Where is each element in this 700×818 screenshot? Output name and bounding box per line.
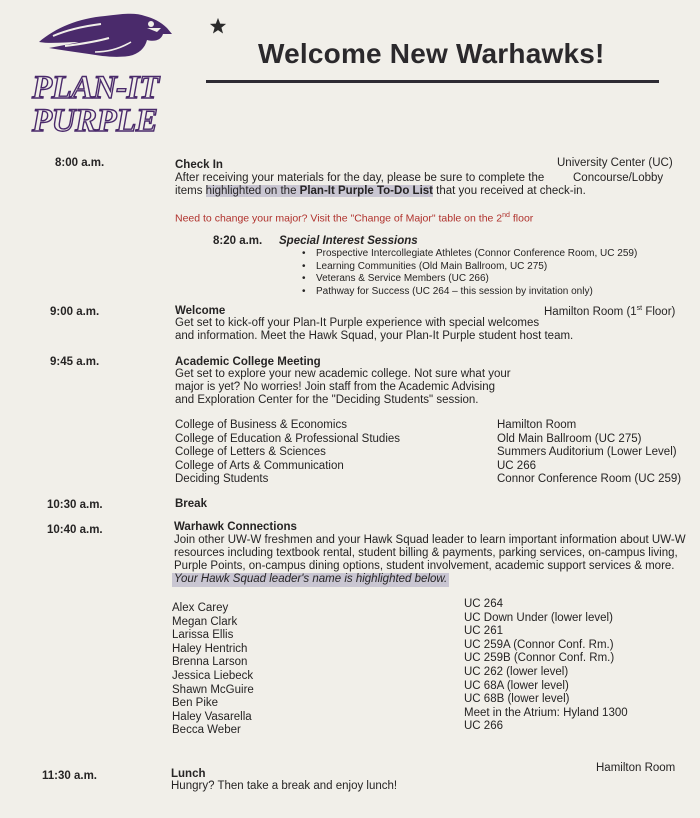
- change-major-sup: nd: [502, 212, 510, 219]
- leader-room: UC 262 (lower level): [464, 665, 569, 678]
- leader-name: Larissa Ellis: [172, 629, 234, 642]
- list-item: • Learning Communities (Old Main Ballroom, UC 275): [302, 261, 637, 274]
- checkin-location-1: University Center (UC): [557, 157, 673, 169]
- connections-text-3: Purple Points, on-campus dining options, student involvement, academic support services & more.: [174, 560, 675, 572]
- college-room: Old Main Ballroom (UC 275): [497, 432, 642, 445]
- welcome-title: Welcome: [175, 305, 226, 317]
- connections-title: Warhawk Connections: [174, 521, 297, 533]
- logo-line-1: PLAN-IT: [32, 70, 159, 106]
- lunch-title: Lunch: [171, 768, 206, 780]
- academic-text-2: major is yet? No worries! Join staff from the Academic Advising: [175, 381, 496, 393]
- change-major-post: floor: [509, 212, 534, 225]
- title-rule: [206, 80, 659, 83]
- checkin-text-2-pre: items: [175, 185, 206, 197]
- welcome-location: [544, 302, 675, 319]
- checkin-highlight: [206, 185, 433, 197]
- academic-text-3: and Exploration Center for the "Deciding Students" session.: [175, 394, 479, 406]
- academic-time: 9:45 a.m.: [50, 356, 100, 368]
- logo-line-2: PURPLE: [32, 103, 158, 139]
- college-room-list: [497, 419, 681, 487]
- college-room: Connor Conference Room (UC 259): [497, 473, 682, 486]
- academic-title: Academic College Meeting: [175, 356, 321, 368]
- college-room: Summers Auditorium (Lower Level): [497, 446, 677, 459]
- page-title: Welcome New Warhawks!: [258, 38, 605, 69]
- leader-room: UC Down Under (lower level): [464, 611, 613, 624]
- connections-text-4: Your Hawk Squad leader's name is highlighted below.: [174, 573, 448, 585]
- list-item: • Pathway for Success (UC 264 – this session by invitation only): [302, 286, 637, 299]
- leader-name: Jessica Liebeck: [172, 669, 254, 682]
- welcome-time: 9:00 a.m.: [50, 306, 100, 318]
- leader-room: UC 261: [464, 625, 503, 638]
- welcome-text-1: Get set to kick-off your Plan-It Purple experience with special welcomes: [175, 317, 540, 329]
- leader-room: UC 266: [464, 720, 503, 733]
- change-major-pre: Need to change your major? Visit the "Change of Major" table on the 2: [175, 212, 503, 225]
- connections-text-2: resources including textbook rental, student billing & payments, parking services, on-campus living,: [174, 547, 678, 559]
- leader-name: Haley Vasarella: [172, 710, 252, 723]
- leader-name: Shawn McGuire: [172, 683, 254, 696]
- break-time: 10:30 a.m.: [47, 499, 103, 511]
- todo-list-label: Plan-It Purple To-Do List: [299, 185, 433, 197]
- checkin-text-2-post: that you received at check-in.: [432, 185, 586, 197]
- leader-room: Meet in the Atrium: Hyland 1300: [464, 706, 628, 719]
- leader-name: Ben Pike: [172, 697, 219, 710]
- leader-room: UC 259B (Connor Conf. Rm.): [464, 652, 615, 665]
- change-major-note: [175, 209, 533, 226]
- special-title: Special Interest Sessions: [279, 235, 418, 247]
- connections-text-1: Join other UW-W freshmen and your Hawk Squad leader to learn important information about UW-W: [174, 534, 686, 546]
- leader-name: Becca Weber: [172, 724, 241, 737]
- welcome-text-2: and information. Meet the Hawk Squad, your Plan-It Purple student host team.: [175, 330, 574, 342]
- welcome-location-post: Floor): [642, 305, 676, 318]
- welcome-location-pre: Hamilton Room (1: [544, 305, 637, 318]
- college-list: [175, 419, 400, 487]
- lunch-text: Hungry? Then take a break and enjoy lunch!: [171, 780, 398, 792]
- leader-name: Alex Carey: [172, 602, 229, 614]
- college-name: College of Arts & Communication: [175, 459, 344, 472]
- leader-name: Megan Clark: [172, 615, 238, 628]
- checkin-text-1: After receiving your materials for the day, please be sure to complete the: [175, 172, 545, 184]
- list-item: • Prospective Intercollegiate Athletes (Connor Conference Room, UC 259): [302, 248, 637, 261]
- special-time: 8:20 a.m.: [213, 235, 263, 247]
- leader-name: Brenna Larson: [172, 656, 248, 669]
- leader-room: UC 68B (lower level): [464, 693, 570, 706]
- list-item: • Veterans & Service Members (UC 266): [302, 273, 637, 286]
- break-title: Break: [175, 498, 207, 510]
- star-icon: [209, 17, 227, 35]
- leader-room: UC 264: [464, 598, 503, 610]
- checkin-text-2: [175, 185, 586, 199]
- connections-time: 10:40 a.m.: [47, 524, 103, 536]
- leader-list: [172, 602, 254, 738]
- college-room: UC 266: [497, 459, 536, 472]
- leader-name: Haley Hentrich: [172, 642, 248, 655]
- special-list: [302, 248, 637, 298]
- leader-room: UC 259A (Connor Conf. Rm.): [464, 638, 614, 651]
- checkin-time: 8:00 a.m.: [55, 157, 105, 169]
- leader-room-list: [464, 598, 628, 734]
- college-room: Hamilton Room: [497, 419, 577, 431]
- academic-text-1: Get set to explore your new academic college. Not sure what your: [175, 368, 511, 380]
- checkin-location-2: Concourse/Lobby: [573, 172, 664, 184]
- college-name: College of Business & Economics: [175, 419, 347, 431]
- warhawk-head-icon: [35, 8, 175, 66]
- checkin-title: Check In: [175, 159, 223, 171]
- leader-room: UC 68A (lower level): [464, 679, 569, 692]
- welcome-location-sup: st: [636, 305, 643, 312]
- checkin-text-2-hl: highlighted on the: [205, 185, 300, 197]
- lunch-time: 11:30 a.m.: [42, 770, 97, 782]
- lunch-location: Hamilton Room: [596, 762, 676, 774]
- college-name: College of Education & Professional Studies: [175, 432, 401, 445]
- college-name: College of Letters & Sciences: [175, 446, 326, 459]
- college-name: Deciding Students: [175, 473, 269, 486]
- logo: [30, 8, 200, 138]
